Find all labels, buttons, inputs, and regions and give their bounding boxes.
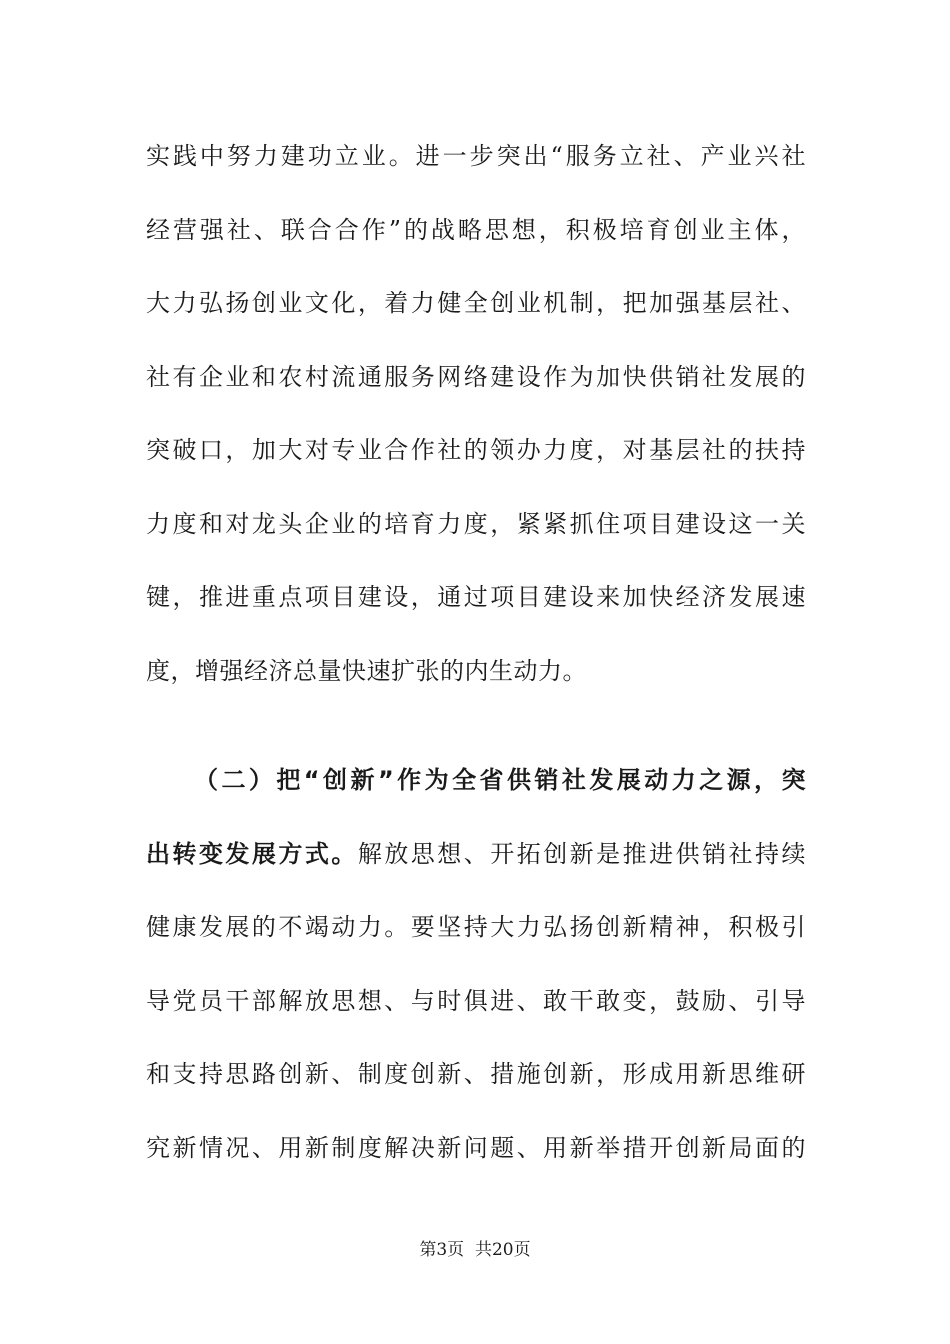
body-text-line: 度，增强经济总量快速扩张的内生动力。 — [146, 657, 587, 685]
section-heading-continued: 出转变发展方式。 — [146, 840, 358, 868]
body-text-line: 社有企业和农村流通服务网络建设作为加快供销社发展的 — [146, 363, 806, 391]
body-text-line: 突破口，加大对专业合作社的领办力度，对基层社的扶持 — [146, 436, 806, 464]
body-text-line — [146, 834, 806, 874]
body-text-line: 和支持思路创新、制度创新、措施创新，形成用新思维研 — [146, 1060, 806, 1088]
page-number-label: 第3页 共20页 — [419, 1240, 531, 1260]
section-heading: （二）把“创新”作为全省供销社发展动力之源，突 — [194, 766, 806, 794]
body-text-line: 导党员干部解放思想、与时俱进、敢干敢变，鼓励、引导 — [146, 987, 806, 1015]
body-text-fragment: 解放思想、开拓创新是推进供销社持续 — [357, 840, 807, 868]
body-text-line: 大力弘扬创业文化，着力健全创业机制，把加强基层社、 — [146, 289, 806, 317]
body-text-line: 经营强社、联合合作”的战略思想，积极培育创业主体， — [146, 216, 806, 244]
body-text-line: 究新情况、用新制度解决新问题、用新举措开创新局面的 — [146, 1134, 806, 1162]
body-text-line: 键，推进重点项目建设，通过项目建设来加快经济发展速 — [146, 583, 806, 611]
body-text-line: 实践中努力建功立业。进一步突出“服务立社、产业兴社 — [146, 142, 806, 170]
page-footer — [0, 1238, 950, 1262]
body-text-line: 健康发展的不竭动力。要坚持大力弘扬创新精神，积极引 — [146, 913, 806, 941]
body-text-line: 力度和对龙头企业的培育力度，紧紧抓住项目建设这一关 — [146, 510, 806, 538]
